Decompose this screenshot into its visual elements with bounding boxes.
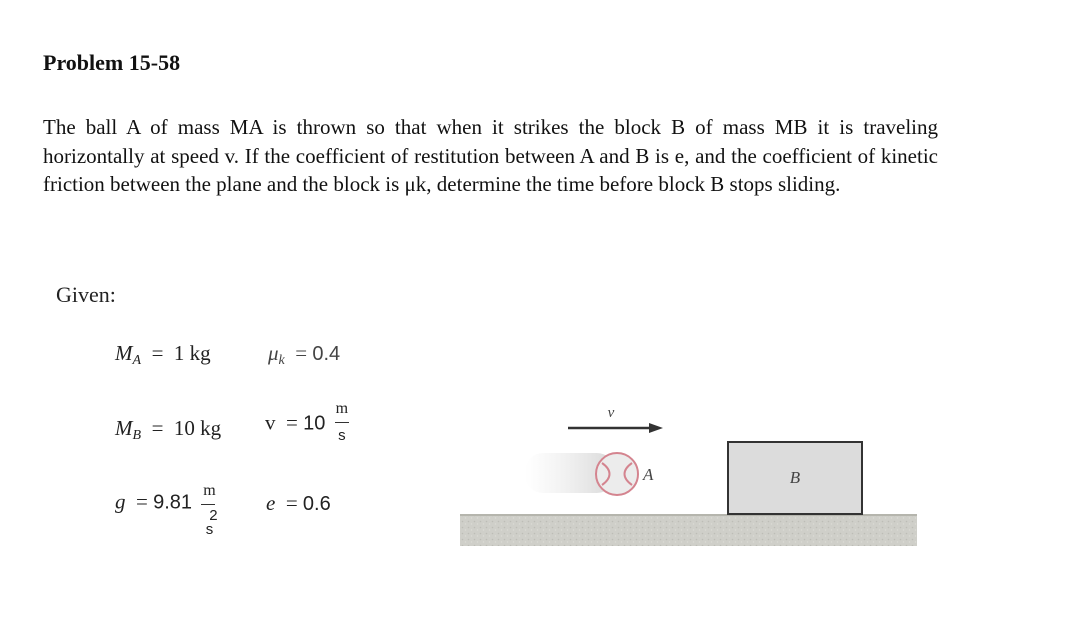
- problem-title: Problem 15-58: [43, 50, 181, 75]
- ma-value: 1 kg: [173, 341, 211, 365]
- velocity-arrowhead: [649, 423, 663, 433]
- g-unit-denominator: s: [205, 521, 214, 538]
- g-unit-exponent: 2: [209, 507, 218, 524]
- v-unit: [335, 400, 349, 445]
- ball-label: A: [643, 465, 654, 484]
- problem-statement: The ball A of mass MA is thrown so that when it strikes the block B of mass MB it is traveling horizontally at speed v. If the coefficient of restitution between A and B is e, and the coefficient of kinetic friction between the plane and the block is μk, determine the time before block B stops sliding.: [43, 115, 938, 196]
- ball-a: [596, 453, 638, 495]
- given-ma: $M_A = 1$ kg: [115, 341, 211, 368]
- v-unit-numerator: m: [335, 400, 349, 417]
- ground-surface: [460, 514, 917, 546]
- e-value: 0.6: [302, 493, 331, 515]
- velocity-label: v: [607, 405, 615, 421]
- mb-symbol: M: [115, 416, 133, 440]
- ma-symbol: M: [115, 341, 133, 365]
- g-unit-numerator: m: [203, 482, 216, 499]
- given-g: g = 9.81 m 2 s: [115, 482, 218, 538]
- mb-value: 10 kg: [173, 416, 222, 440]
- mu-value: 0.4: [312, 343, 341, 365]
- v-symbol: v: [265, 410, 276, 435]
- mu-subscript: k: [278, 353, 285, 368]
- mu-symbol: μ: [268, 341, 279, 365]
- mb-subscript: B: [132, 428, 142, 443]
- g-symbol: g: [115, 489, 126, 514]
- g-value: 9.81: [153, 491, 193, 514]
- given-mu: $\mu_k = 0.4$: [268, 341, 341, 368]
- given-mb: $M_B = 10$ kg: [115, 416, 222, 443]
- given-v: v = 10 $\frac{m}{s}$: [265, 400, 349, 444]
- v-value: 10: [303, 412, 326, 435]
- block-label: B: [789, 468, 801, 487]
- e-symbol: e: [266, 491, 276, 515]
- v-unit-denominator: s: [338, 427, 346, 444]
- given-label: Given:: [56, 282, 116, 307]
- ma-subscript: A: [132, 353, 142, 368]
- collision-figure: [455, 400, 925, 560]
- g-unit: [201, 482, 217, 537]
- given-e: e = 0.6: [266, 491, 331, 515]
